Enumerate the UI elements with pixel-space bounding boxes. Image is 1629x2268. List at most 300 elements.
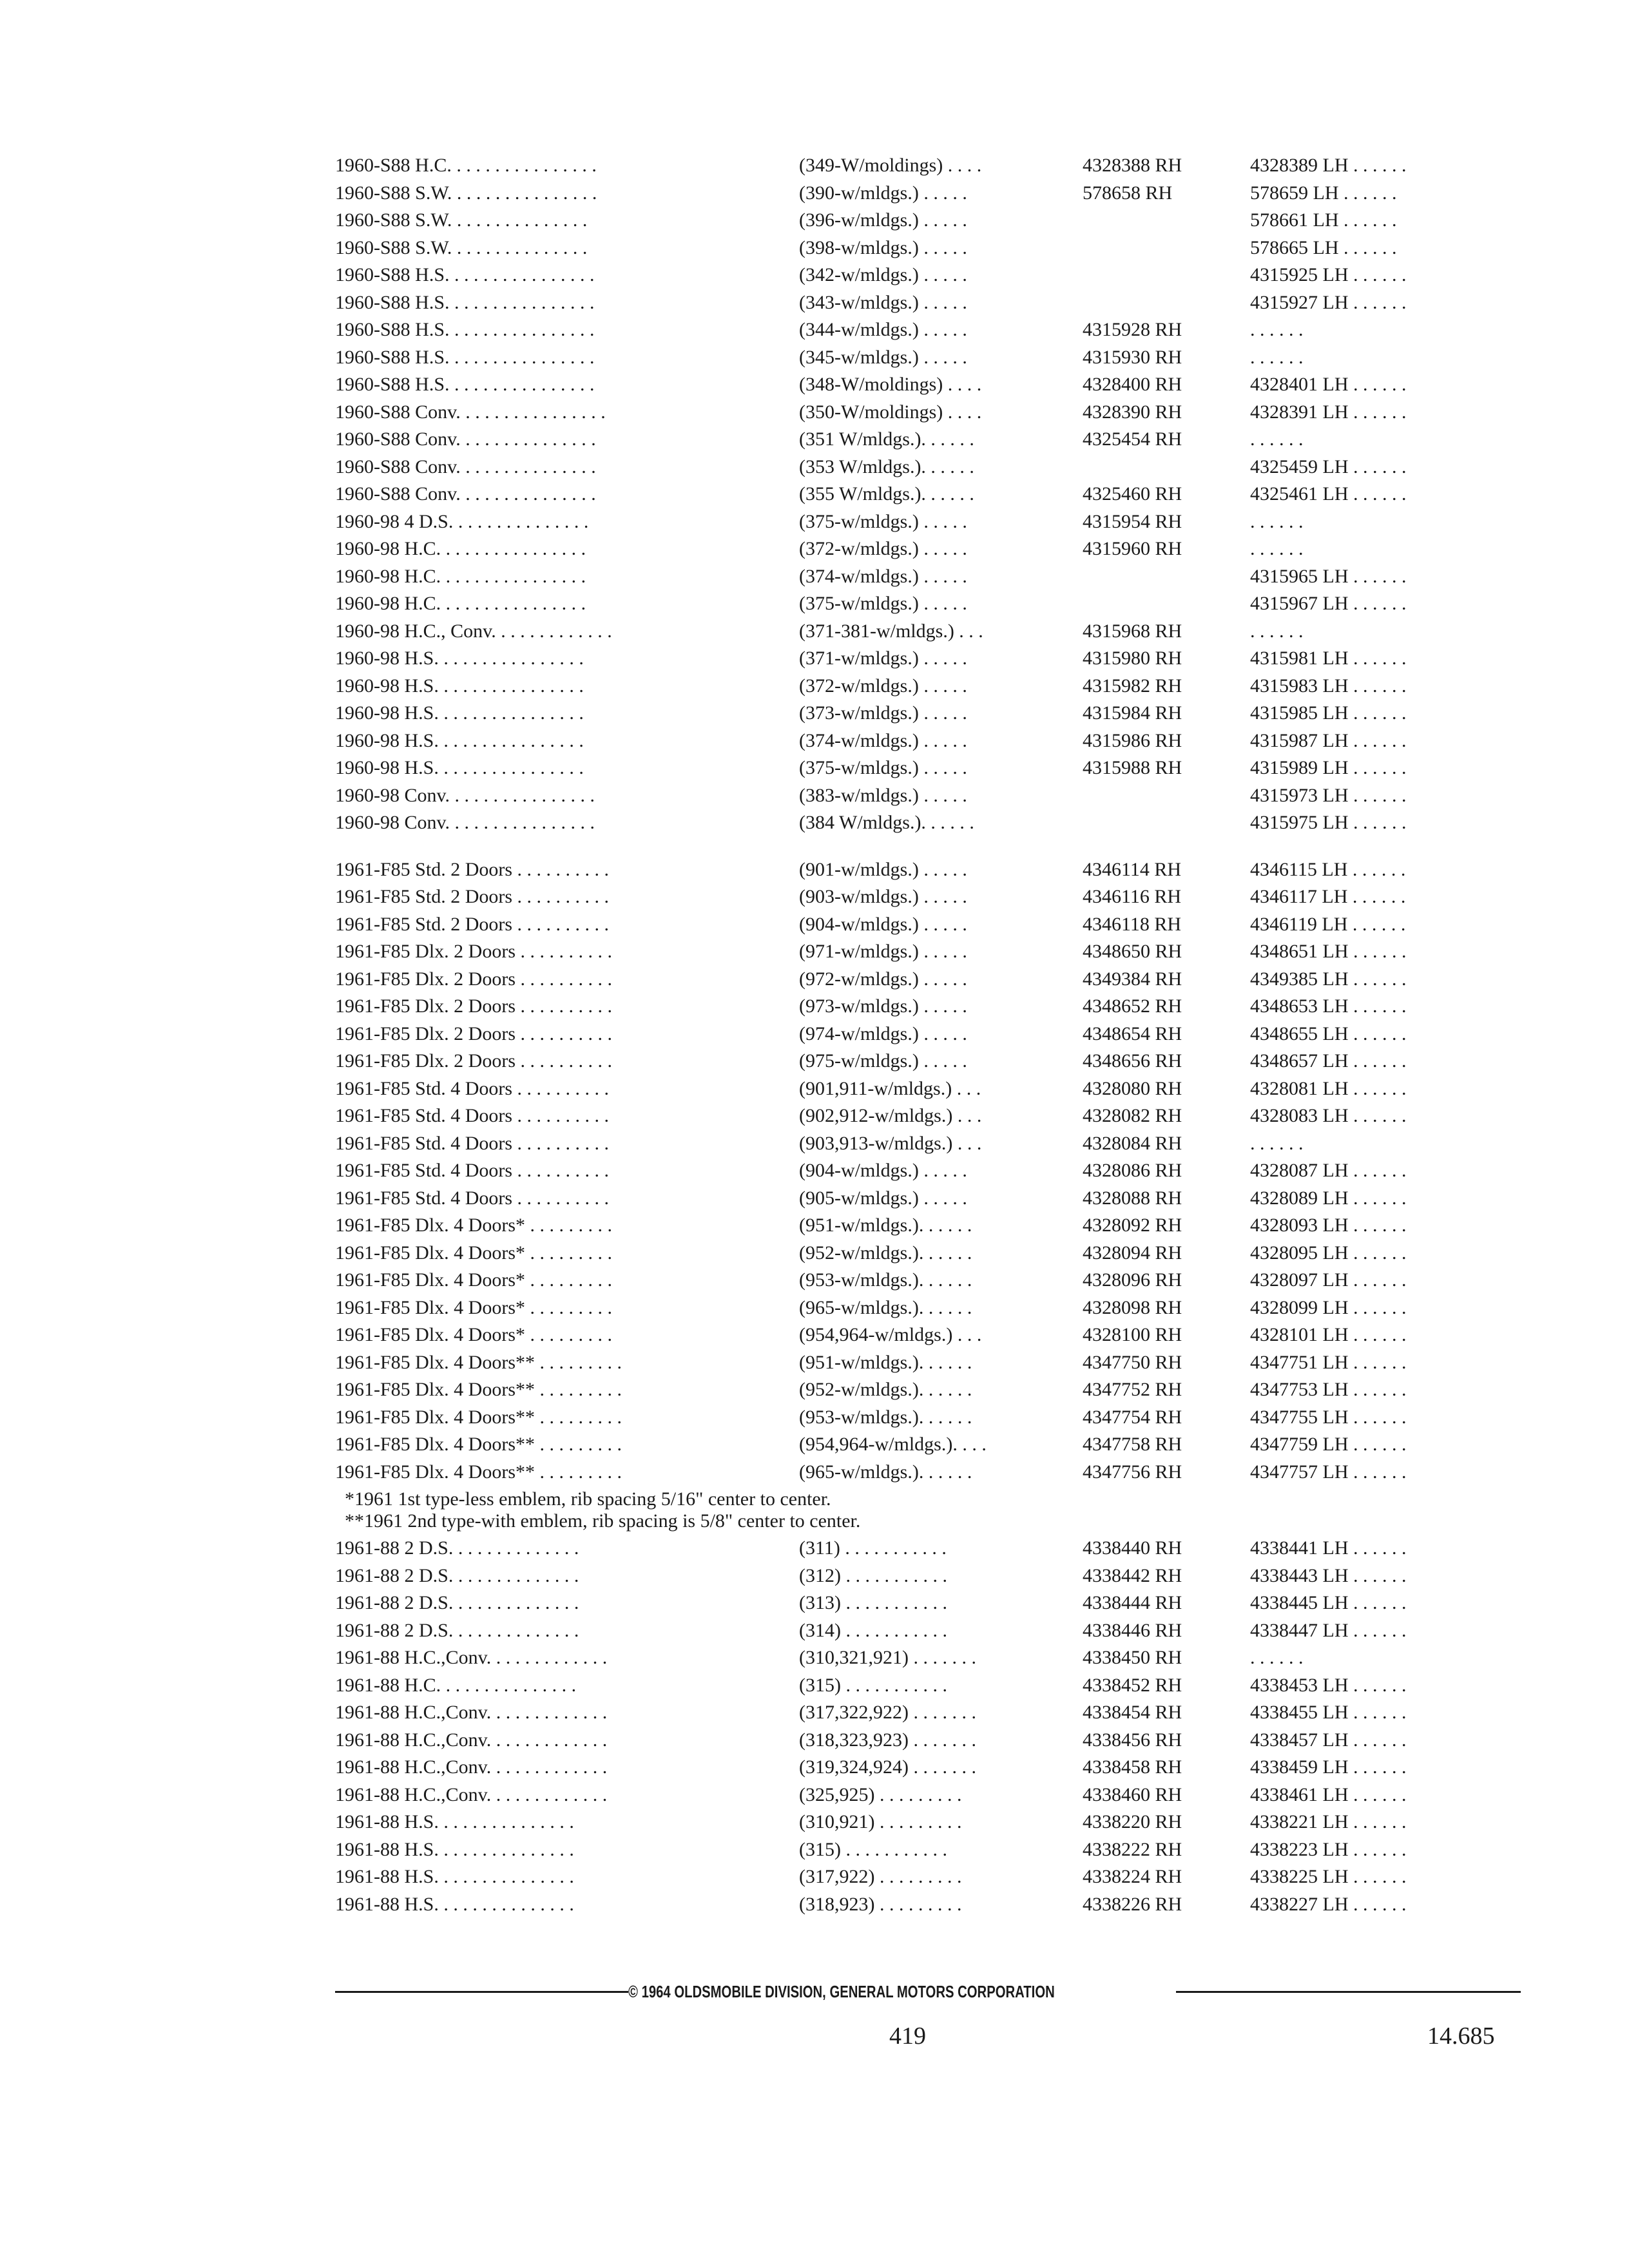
lh-part-number: 578661 LH . . . . . . — [1250, 209, 1397, 231]
rh-part-number: 4338452 RH — [1083, 1674, 1182, 1696]
body-code-cell: (371-w/mldgs.) . . . . . — [799, 648, 967, 669]
model-cell: 1960-S88 Conv. . . . . . . . . . . . . . . — [335, 456, 596, 477]
rh-part-number: 4338220 RH — [1083, 1811, 1182, 1832]
lh-part-number: 4338453 LH . . . . . . — [1250, 1674, 1407, 1696]
model-cell: 1960-98 H.C. . . . . . . . . . . . . . . . — [335, 565, 586, 587]
lh-part-number: 4347755 LH . . . . . . — [1250, 1406, 1407, 1428]
body-code-cell: (344-w/mldgs.) . . . . . — [799, 319, 967, 340]
footer-rule-right — [1176, 1991, 1521, 1993]
body-code-cell: (355 W/mldgs.). . . . . . — [799, 483, 974, 505]
model-cell: 1960-98 4 D.S. . . . . . . . . . . . . . . — [335, 510, 589, 532]
section-number: 14.685 — [1427, 2023, 1495, 2050]
rh-part-number: 4328400 RH — [1083, 374, 1182, 395]
model-cell: 1961-F85 Dlx. 2 Doors . . . . . . . . . . — [335, 941, 613, 962]
body-code-cell: (349-W/moldings) . . . . — [799, 155, 982, 176]
body-code-cell: (314) . . . . . . . . . . . — [799, 1619, 947, 1641]
rh-part-number: 4347754 RH — [1083, 1406, 1182, 1428]
part-row — [0, 1431, 1629, 1458]
body-code-cell: (954,964-w/mldgs.) . . . — [799, 1324, 982, 1345]
part-row — [0, 673, 1629, 700]
body-code-cell: (313) . . . . . . . . . . . — [799, 1592, 947, 1613]
body-code-cell: (951-w/mldgs.). . . . . . — [799, 1351, 972, 1373]
model-cell: 1960-S88 H.S. . . . . . . . . . . . . . . . — [335, 374, 595, 395]
model-cell: 1961-88 H.C.,Conv. . . . . . . . . . . . . — [335, 1647, 608, 1668]
rh-part-number: 578658 RH — [1083, 182, 1173, 204]
lh-part-number: 578665 LH . . . . . . — [1250, 236, 1397, 258]
part-row — [0, 1157, 1629, 1184]
footnote: *1961 1st type-less emblem, rib spacing 5/16" center to center. — [345, 1488, 831, 1510]
part-row — [0, 152, 1629, 179]
rh-part-number: 4348656 RH — [1083, 1050, 1182, 1072]
part-row — [0, 1294, 1629, 1321]
body-code-cell: (973-w/mldgs.) . . . . . — [799, 995, 967, 1017]
model-cell: 1961-F85 Dlx. 4 Doors* . . . . . . . . . — [335, 1296, 613, 1318]
rh-part-number: 4348650 RH — [1083, 941, 1182, 962]
part-row — [0, 399, 1629, 426]
part-row — [0, 207, 1629, 234]
part-row — [0, 1404, 1629, 1431]
lh-part-number: 4338459 LH . . . . . . — [1250, 1756, 1407, 1778]
body-code-cell: (317,322,922) . . . . . . . — [799, 1702, 976, 1723]
model-cell: 1961-F85 Dlx. 2 Doors . . . . . . . . . . — [335, 1050, 613, 1072]
body-code-cell: (351 W/mldgs.). . . . . . — [799, 428, 974, 450]
lh-part-number: 4338443 LH . . . . . . — [1250, 1564, 1407, 1586]
body-code-cell: (965-w/mldgs.). . . . . . — [799, 1461, 972, 1483]
lh-part-number: 4347759 LH . . . . . . — [1250, 1434, 1407, 1455]
model-cell: 1961-F85 Dlx. 4 Doors** . . . . . . . . . — [335, 1461, 622, 1483]
part-row — [0, 911, 1629, 938]
lh-part-number: 4315987 LH . . . . . . — [1250, 729, 1407, 751]
lh-part-number: 4328081 LH . . . . . . — [1250, 1077, 1407, 1099]
body-code-cell: (350-W/moldings) . . . . — [799, 401, 982, 423]
body-code-cell: (954,964-w/mldgs.). . . . — [799, 1434, 987, 1455]
part-row — [0, 1349, 1629, 1376]
part-row — [0, 1562, 1629, 1590]
model-cell: 1961-F85 Dlx. 2 Doors . . . . . . . . . . — [335, 995, 613, 1017]
lh-part-number: . . . . . . — [1250, 1647, 1304, 1668]
rh-part-number: 4338454 RH — [1083, 1702, 1182, 1723]
rh-part-number: 4347752 RH — [1083, 1379, 1182, 1400]
part-row — [0, 700, 1629, 727]
rh-part-number: 4328086 RH — [1083, 1160, 1182, 1181]
model-cell: 1961-F85 Dlx. 4 Doors** . . . . . . . . . — [335, 1351, 622, 1373]
body-code-cell: (903,913-w/mldgs.) . . . — [799, 1132, 982, 1154]
body-code-cell: (374-w/mldgs.) . . . . . — [799, 565, 967, 587]
lh-part-number: 4328087 LH . . . . . . — [1250, 1160, 1407, 1181]
lh-part-number: 4338223 LH . . . . . . — [1250, 1838, 1407, 1860]
body-code-cell: (972-w/mldgs.) . . . . . — [799, 968, 967, 990]
rh-part-number: 4348652 RH — [1083, 995, 1182, 1017]
part-row — [0, 508, 1629, 535]
rh-part-number: 4328096 RH — [1083, 1269, 1182, 1291]
lh-part-number: 578659 LH . . . . . . — [1250, 182, 1397, 204]
model-cell: 1961-88 H.S. . . . . . . . . . . . . . . — [335, 1866, 574, 1887]
rh-part-number: 4315984 RH — [1083, 702, 1182, 724]
lh-part-number: 4338225 LH . . . . . . — [1250, 1866, 1407, 1887]
body-code-cell: (325,925) . . . . . . . . . — [799, 1783, 962, 1805]
body-code-cell: (974-w/mldgs.) . . . . . — [799, 1023, 967, 1044]
part-row — [0, 1590, 1629, 1617]
rh-part-number: 4349384 RH — [1083, 968, 1182, 990]
body-code-cell: (398-w/mldgs.) . . . . . — [799, 236, 967, 258]
rh-part-number: 4338224 RH — [1083, 1866, 1182, 1887]
copyright-notice: © 1964 OLDSMOBILE DIVISION, GENERAL MOTORS CORPORATION — [628, 1982, 1055, 2001]
body-code-cell: (312) . . . . . . . . . . . — [799, 1564, 947, 1586]
rh-part-number: 4338458 RH — [1083, 1756, 1182, 1778]
part-row — [0, 1727, 1629, 1754]
lh-part-number: 4348657 LH . . . . . . — [1250, 1050, 1407, 1072]
body-code-cell: (373-w/mldgs.) . . . . . — [799, 702, 967, 724]
model-cell: 1961-88 2 D.S. . . . . . . . . . . . . . — [335, 1564, 579, 1586]
lh-part-number: 4328089 LH . . . . . . — [1250, 1187, 1407, 1209]
part-row — [0, 535, 1629, 562]
lh-part-number: 4315981 LH . . . . . . — [1250, 648, 1407, 669]
part-row — [0, 993, 1629, 1020]
lh-part-number: 4315927 LH . . . . . . — [1250, 291, 1407, 313]
part-row — [0, 1644, 1629, 1671]
body-code-cell: (383-w/mldgs.) . . . . . — [799, 784, 967, 806]
lh-part-number: 4338447 LH . . . . . . — [1250, 1619, 1407, 1641]
body-code-cell: (390-w/mldgs.) . . . . . — [799, 182, 967, 204]
body-code-cell: (342-w/mldgs.) . . . . . — [799, 264, 967, 285]
part-row — [0, 1321, 1629, 1349]
part-row — [0, 856, 1629, 883]
lh-part-number: 4328101 LH . . . . . . — [1250, 1324, 1407, 1345]
rh-part-number: 4325454 RH — [1083, 428, 1182, 450]
model-cell: 1961-F85 Std. 2 Doors . . . . . . . . . . — [335, 886, 610, 907]
body-code-cell: (372-w/mldgs.) . . . . . — [799, 538, 967, 559]
lh-part-number: . . . . . . — [1250, 510, 1304, 532]
body-code-cell: (348-W/moldings) . . . . — [799, 374, 982, 395]
rh-part-number: 4315968 RH — [1083, 620, 1182, 642]
lh-part-number: . . . . . . — [1250, 428, 1304, 450]
lh-part-number: 4315965 LH . . . . . . — [1250, 565, 1407, 587]
part-row — [0, 590, 1629, 617]
rh-part-number: 4347756 RH — [1083, 1461, 1182, 1483]
part-row — [0, 316, 1629, 343]
body-code-cell: (951-w/mldgs.). . . . . . — [799, 1215, 972, 1236]
model-cell: 1960-98 H.C. . . . . . . . . . . . . . . . — [335, 538, 586, 559]
footer-rule — [335, 1977, 1521, 2006]
model-cell: 1960-98 H.S. . . . . . . . . . . . . . . . — [335, 702, 584, 724]
lh-part-number: 4338227 LH . . . . . . — [1250, 1893, 1407, 1915]
rh-part-number: 4338460 RH — [1083, 1783, 1182, 1805]
rh-part-number: 4315982 RH — [1083, 675, 1182, 697]
model-cell: 1960-S88 S.W. . . . . . . . . . . . . . . — [335, 209, 588, 231]
part-row — [0, 1075, 1629, 1102]
body-code-cell: (372-w/mldgs.) . . . . . — [799, 675, 967, 697]
lh-part-number: 4338461 LH . . . . . . — [1250, 1783, 1407, 1805]
part-row — [0, 481, 1629, 508]
body-code-cell: (343-w/mldgs.) . . . . . — [799, 291, 967, 313]
part-row — [0, 426, 1629, 453]
body-code-cell: (903-w/mldgs.) . . . . . — [799, 886, 967, 907]
rh-part-number: 4315986 RH — [1083, 729, 1182, 751]
model-cell: 1960-S88 Conv. . . . . . . . . . . . . . . . — [335, 401, 606, 423]
body-code-cell: (971-w/mldgs.) . . . . . — [799, 941, 967, 962]
model-cell: 1960-S88 S.W. . . . . . . . . . . . . . . — [335, 236, 588, 258]
rh-part-number: 4348654 RH — [1083, 1023, 1182, 1044]
lh-part-number: 4347751 LH . . . . . . — [1250, 1351, 1407, 1373]
model-cell: 1960-S88 H.S. . . . . . . . . . . . . . . . — [335, 346, 595, 368]
lh-part-number: . . . . . . — [1250, 538, 1304, 559]
lh-part-number: 4349385 LH . . . . . . — [1250, 968, 1407, 990]
rh-part-number: 4328084 RH — [1083, 1132, 1182, 1154]
model-cell: 1961-88 H.S. . . . . . . . . . . . . . . — [335, 1811, 574, 1832]
rh-part-number: 4315988 RH — [1083, 757, 1182, 778]
body-code-cell: (318,323,923) . . . . . . . — [799, 1729, 976, 1751]
part-row — [0, 563, 1629, 590]
part-row — [0, 1699, 1629, 1726]
body-code-cell: (371-381-w/mldgs.) . . . — [799, 620, 983, 642]
model-cell: 1960-S88 H.C. . . . . . . . . . . . . . . . — [335, 155, 597, 176]
model-cell: 1961-F85 Std. 2 Doors . . . . . . . . . . — [335, 913, 610, 935]
model-cell: 1960-98 H.C., Conv. . . . . . . . . . . . . — [335, 620, 612, 642]
model-cell: 1961-F85 Dlx. 4 Doors* . . . . . . . . . — [335, 1269, 613, 1291]
body-code-cell: (319,324,924) . . . . . . . — [799, 1756, 976, 1778]
rh-part-number: 4346114 RH — [1083, 858, 1182, 880]
model-cell: 1960-98 H.S. . . . . . . . . . . . . . . . — [335, 729, 584, 751]
rh-part-number: 4315980 RH — [1083, 648, 1182, 669]
lh-part-number: 4325461 LH . . . . . . — [1250, 483, 1407, 505]
lh-part-number: 4328097 LH . . . . . . — [1250, 1269, 1407, 1291]
lh-part-number: 4347753 LH . . . . . . — [1250, 1379, 1407, 1400]
part-row — [0, 1267, 1629, 1294]
model-cell: 1960-98 H.S. . . . . . . . . . . . . . . . — [335, 757, 584, 778]
body-code-cell: (965-w/mldgs.). . . . . . — [799, 1296, 972, 1318]
model-cell: 1961-88 H.S. . . . . . . . . . . . . . . — [335, 1893, 574, 1915]
body-code-cell: (953-w/mldgs.). . . . . . — [799, 1406, 972, 1428]
body-code-cell: (315) . . . . . . . . . . . — [799, 1674, 947, 1696]
model-cell: 1960-98 H.S. . . . . . . . . . . . . . . . — [335, 648, 584, 669]
part-row — [0, 1672, 1629, 1699]
model-cell: 1961-88 H.C. . . . . . . . . . . . . . . — [335, 1674, 577, 1696]
lh-part-number: 4325459 LH . . . . . . — [1250, 456, 1407, 477]
model-cell: 1960-S88 Conv. . . . . . . . . . . . . . . — [335, 428, 596, 450]
lh-part-number: 4328093 LH . . . . . . — [1250, 1215, 1407, 1236]
rh-part-number: 4328082 RH — [1083, 1105, 1182, 1126]
part-row — [0, 1863, 1629, 1890]
part-row — [0, 883, 1629, 910]
part-row — [0, 1459, 1629, 1486]
lh-part-number: 4338221 LH . . . . . . — [1250, 1811, 1407, 1832]
lh-part-number: 4338455 LH . . . . . . — [1250, 1702, 1407, 1723]
page-number: 419 — [889, 2023, 926, 2050]
lh-part-number: 4348653 LH . . . . . . — [1250, 995, 1407, 1017]
model-cell: 1961-F85 Std. 4 Doors . . . . . . . . . . — [335, 1187, 610, 1209]
part-row — [0, 1048, 1629, 1075]
rh-part-number: 4315930 RH — [1083, 346, 1182, 368]
lh-part-number: 4328099 LH . . . . . . — [1250, 1296, 1407, 1318]
lh-part-number: 4315983 LH . . . . . . — [1250, 675, 1407, 697]
rh-part-number: 4328098 RH — [1083, 1296, 1182, 1318]
body-code-cell: (953-w/mldgs.). . . . . . — [799, 1269, 972, 1291]
rh-part-number: 4328088 RH — [1083, 1187, 1182, 1209]
model-cell: 1961-F85 Std. 4 Doors . . . . . . . . . . — [335, 1132, 610, 1154]
model-cell: 1961-88 H.C.,Conv. . . . . . . . . . . . . — [335, 1756, 608, 1778]
part-row — [0, 1021, 1629, 1048]
part-row — [0, 344, 1629, 371]
part-row — [0, 235, 1629, 262]
lh-part-number: 4328095 LH . . . . . . — [1250, 1242, 1407, 1264]
lh-part-number: 4347757 LH . . . . . . — [1250, 1461, 1407, 1483]
rh-part-number: 4328092 RH — [1083, 1215, 1182, 1236]
part-row — [0, 1782, 1629, 1809]
body-code-cell: (975-w/mldgs.) . . . . . — [799, 1050, 967, 1072]
model-cell: 1961-F85 Dlx. 4 Doors* . . . . . . . . . — [335, 1215, 613, 1236]
rh-part-number: 4325460 RH — [1083, 483, 1182, 505]
rh-part-number: 4338222 RH — [1083, 1838, 1182, 1860]
footer-rule-left — [335, 1991, 628, 1993]
model-cell: 1961-F85 Dlx. 4 Doors** . . . . . . . . . — [335, 1406, 622, 1428]
model-cell: 1961-88 H.C.,Conv. . . . . . . . . . . . . — [335, 1729, 608, 1751]
rh-part-number: 4328388 RH — [1083, 155, 1182, 176]
part-row — [0, 938, 1629, 965]
body-code-cell: (904-w/mldgs.) . . . . . — [799, 1160, 967, 1181]
model-cell: 1960-S88 S.W. . . . . . . . . . . . . . . . — [335, 182, 597, 204]
model-cell: 1961-88 2 D.S. . . . . . . . . . . . . . — [335, 1619, 579, 1641]
model-cell: 1961-88 2 D.S. . . . . . . . . . . . . . — [335, 1537, 579, 1559]
part-row — [0, 1809, 1629, 1836]
part-row — [0, 262, 1629, 289]
body-code-cell: (310,321,921) . . . . . . . — [799, 1647, 976, 1668]
body-code-cell: (375-w/mldgs.) . . . . . — [799, 510, 967, 532]
part-row — [0, 1535, 1629, 1562]
rh-part-number: 4338444 RH — [1083, 1592, 1182, 1613]
model-cell: 1961-88 2 D.S. . . . . . . . . . . . . . — [335, 1592, 579, 1613]
body-code-cell: (318,923) . . . . . . . . . — [799, 1893, 962, 1915]
body-code-cell: (317,922) . . . . . . . . . — [799, 1866, 962, 1887]
body-code-cell: (952-w/mldgs.). . . . . . — [799, 1242, 972, 1264]
rh-part-number: 4346118 RH — [1083, 913, 1182, 935]
body-code-cell: (315) . . . . . . . . . . . — [799, 1838, 947, 1860]
part-row — [0, 454, 1629, 481]
lh-part-number: 4338441 LH . . . . . . — [1250, 1537, 1407, 1559]
part-row — [0, 1130, 1629, 1157]
body-code-cell: (904-w/mldgs.) . . . . . — [799, 913, 967, 935]
body-code-cell: (310,921) . . . . . . . . . — [799, 1811, 962, 1832]
lh-part-number: 4315989 LH . . . . . . — [1250, 757, 1407, 778]
footnote: **1961 2nd type-with emblem, rib spacing is 5/8" center to center. — [345, 1510, 861, 1532]
body-code-cell: (374-w/mldgs.) . . . . . — [799, 729, 967, 751]
part-row — [0, 371, 1629, 398]
body-code-cell: (345-w/mldgs.) . . . . . — [799, 346, 967, 368]
lh-part-number: 4315985 LH . . . . . . — [1250, 702, 1407, 724]
rh-part-number: 4315954 RH — [1083, 510, 1182, 532]
rh-part-number: 4347750 RH — [1083, 1351, 1182, 1373]
model-cell: 1961-F85 Dlx. 4 Doors** . . . . . . . . . — [335, 1434, 622, 1455]
part-row — [0, 180, 1629, 207]
model-cell: 1960-98 Conv. . . . . . . . . . . . . . . . — [335, 812, 595, 833]
model-cell: 1961-88 H.S. . . . . . . . . . . . . . . — [335, 1838, 574, 1860]
lh-part-number: . . . . . . — [1250, 1132, 1304, 1154]
model-cell: 1961-F85 Std. 2 Doors . . . . . . . . . . — [335, 858, 610, 880]
part-row — [0, 966, 1629, 993]
lh-part-number: 4315925 LH . . . . . . — [1250, 264, 1407, 285]
rh-part-number: 4328100 RH — [1083, 1324, 1182, 1345]
rh-part-number: 4338450 RH — [1083, 1647, 1182, 1668]
model-cell: 1961-F85 Dlx. 4 Doors** . . . . . . . . . — [335, 1379, 622, 1400]
part-row — [0, 1185, 1629, 1212]
lh-part-number: . . . . . . — [1250, 620, 1304, 642]
lh-part-number: . . . . . . — [1250, 319, 1304, 340]
lh-part-number: 4328389 LH . . . . . . — [1250, 155, 1407, 176]
body-code-cell: (375-w/mldgs.) . . . . . — [799, 593, 967, 614]
lh-part-number: 4315975 LH . . . . . . — [1250, 812, 1407, 833]
rh-part-number: 4338440 RH — [1083, 1537, 1182, 1559]
rh-part-number: 4338442 RH — [1083, 1564, 1182, 1586]
part-row — [0, 727, 1629, 754]
part-row — [0, 809, 1629, 836]
rh-part-number: 4338226 RH — [1083, 1893, 1182, 1915]
rh-part-number: 4328080 RH — [1083, 1077, 1182, 1099]
part-row — [0, 1102, 1629, 1129]
lh-part-number: 4315973 LH . . . . . . — [1250, 784, 1407, 806]
rh-part-number: 4315928 RH — [1083, 319, 1182, 340]
body-code-cell: (901-w/mldgs.) . . . . . — [799, 858, 967, 880]
part-row — [0, 754, 1629, 782]
model-cell: 1960-S88 Conv. . . . . . . . . . . . . . . — [335, 483, 596, 505]
model-cell: 1960-S88 H.S. . . . . . . . . . . . . . . . — [335, 264, 595, 285]
model-cell: 1961-F85 Std. 4 Doors . . . . . . . . . . — [335, 1160, 610, 1181]
lh-part-number: 4338445 LH . . . . . . — [1250, 1592, 1407, 1613]
model-cell: 1960-98 H.S. . . . . . . . . . . . . . . . — [335, 675, 584, 697]
rh-part-number: 4338456 RH — [1083, 1729, 1182, 1751]
part-row — [0, 1836, 1629, 1863]
body-code-cell: (902,912-w/mldgs.) . . . — [799, 1105, 982, 1126]
body-code-cell: (905-w/mldgs.) . . . . . — [799, 1187, 967, 1209]
model-cell: 1961-F85 Dlx. 2 Doors . . . . . . . . . . — [335, 968, 613, 990]
lh-part-number: 4315967 LH . . . . . . — [1250, 593, 1407, 614]
model-cell: 1961-88 H.C.,Conv. . . . . . . . . . . . . — [335, 1783, 608, 1805]
model-cell: 1961-88 H.C.,Conv. . . . . . . . . . . . . — [335, 1702, 608, 1723]
lh-part-number: 4346115 LH . . . . . . — [1250, 858, 1406, 880]
part-row — [0, 289, 1629, 316]
rh-part-number: 4328094 RH — [1083, 1242, 1182, 1264]
rh-part-number: 4315960 RH — [1083, 538, 1182, 559]
body-code-cell: (952-w/mldgs.). . . . . . — [799, 1379, 972, 1400]
body-code-cell: (353 W/mldgs.). . . . . . — [799, 456, 974, 477]
body-code-cell: (384 W/mldgs.). . . . . . — [799, 812, 974, 833]
lh-part-number: 4328083 LH . . . . . . — [1250, 1105, 1407, 1126]
body-code-cell: (901,911-w/mldgs.) . . . — [799, 1077, 981, 1099]
lh-part-number: 4346119 LH . . . . . . — [1250, 913, 1406, 935]
lh-part-number: 4346117 LH . . . . . . — [1250, 886, 1406, 907]
lh-part-number: . . . . . . — [1250, 346, 1304, 368]
body-code-cell: (396-w/mldgs.) . . . . . — [799, 209, 967, 231]
model-cell: 1961-F85 Std. 4 Doors . . . . . . . . . . — [335, 1105, 610, 1126]
part-row — [0, 618, 1629, 645]
model-cell: 1961-F85 Std. 4 Doors . . . . . . . . . . — [335, 1077, 610, 1099]
lh-part-number: 4348655 LH . . . . . . — [1250, 1023, 1407, 1044]
rh-part-number: 4346116 RH — [1083, 886, 1182, 907]
part-row — [0, 645, 1629, 672]
rh-part-number: 4338446 RH — [1083, 1619, 1182, 1641]
model-cell: 1961-F85 Dlx. 2 Doors . . . . . . . . . . — [335, 1023, 613, 1044]
part-row — [0, 1240, 1629, 1267]
model-cell: 1960-S88 H.S. . . . . . . . . . . . . . . . — [335, 319, 595, 340]
part-row — [0, 1617, 1629, 1644]
part-row — [0, 782, 1629, 809]
lh-part-number: 4328401 LH . . . . . . — [1250, 374, 1407, 395]
body-code-cell: (375-w/mldgs.) . . . . . — [799, 757, 967, 778]
part-row — [0, 1754, 1629, 1781]
lh-part-number: 4328391 LH . . . . . . — [1250, 401, 1407, 423]
part-row — [0, 1376, 1629, 1403]
lh-part-number: 4338457 LH . . . . . . — [1250, 1729, 1407, 1751]
part-row — [0, 1891, 1629, 1918]
model-cell: 1961-F85 Dlx. 4 Doors* . . . . . . . . . — [335, 1324, 613, 1345]
